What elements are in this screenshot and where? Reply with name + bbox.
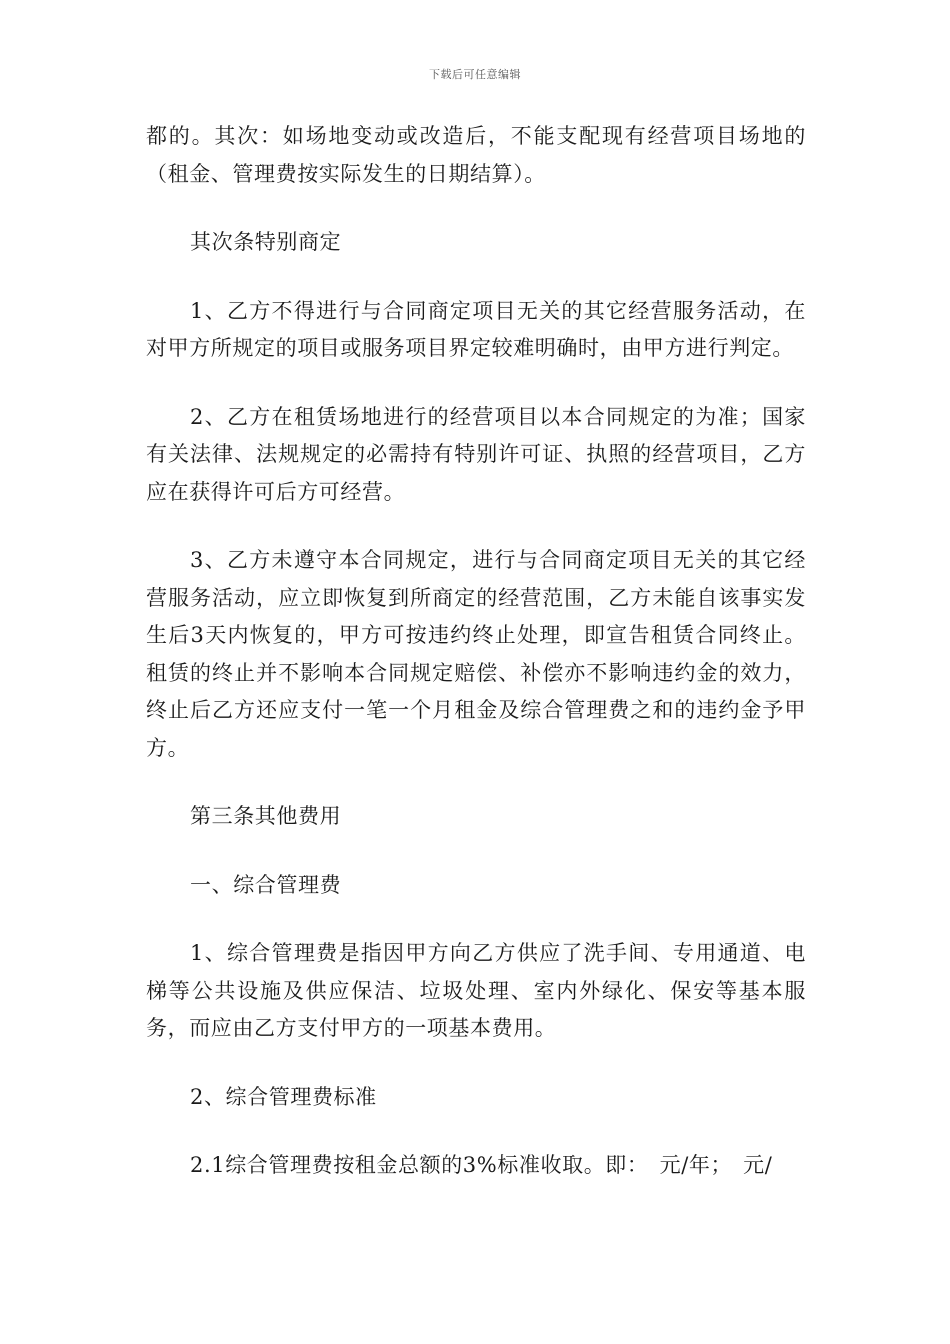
clause-1: 1、乙方不得进行与合同商定项目无关的其它经营服务活动，在对甲方所规定的项目或服务项目界定较难明确时，由甲方进行判定。 — [146, 298, 806, 360]
fee-clause-1: 1、综合管理费是指因甲方向乙方供应了洗手间、专用通道、电梯等公共设施及供应保洁、垃圾处理、室内外绿化、保安等基本服务，而应由乙方支付甲方的一项基本费用。 — [146, 941, 806, 1040]
subheading-management-fee: 一、综合管理费 — [190, 872, 342, 897]
document-body — [146, 118, 806, 1185]
section-heading-other-fees: 第三条其他费用 — [190, 804, 342, 828]
clause-2: 2、乙方在租赁场地进行的经营项目以本合同规定的为准；国家有关法律、法规规定的必需持有特别许可证、执照的经营项目，乙方应在获得许可后方可经营。 — [146, 404, 806, 504]
clause-3: 3、乙方未遵守本合同规定，进行与合同商定项目无关的其它经营服务活动，应立即恢复到所商定的经营范围，乙方未能自该事实发生后3天内恢复的，甲方可按违约终止处理，即宣告租赁合同终止。租赁的终止并不影响本合同规定赔偿、补偿亦不影响违约金的效力，终止后乙方还应支付一笔一个月租金及综合管理费之和的违约金予甲方。 — [146, 548, 806, 760]
fee-clause-2-heading: 2、综合管理费标准 — [190, 1084, 377, 1109]
section-heading-special-terms: 其次条特别商定 — [190, 230, 342, 254]
paragraph-continuation: 都的。其次：如场地变动或改造后，不能支配现有经营项目场地的（租金、管理费按实际发生的日期结算）。 — [146, 124, 806, 186]
page-header: 下载后可任意编辑 — [429, 68, 521, 81]
fee-clause-2-1: 2.1综合管理费按租金总额的3%标准收取。即： 元/年； 元/ — [190, 1153, 773, 1177]
